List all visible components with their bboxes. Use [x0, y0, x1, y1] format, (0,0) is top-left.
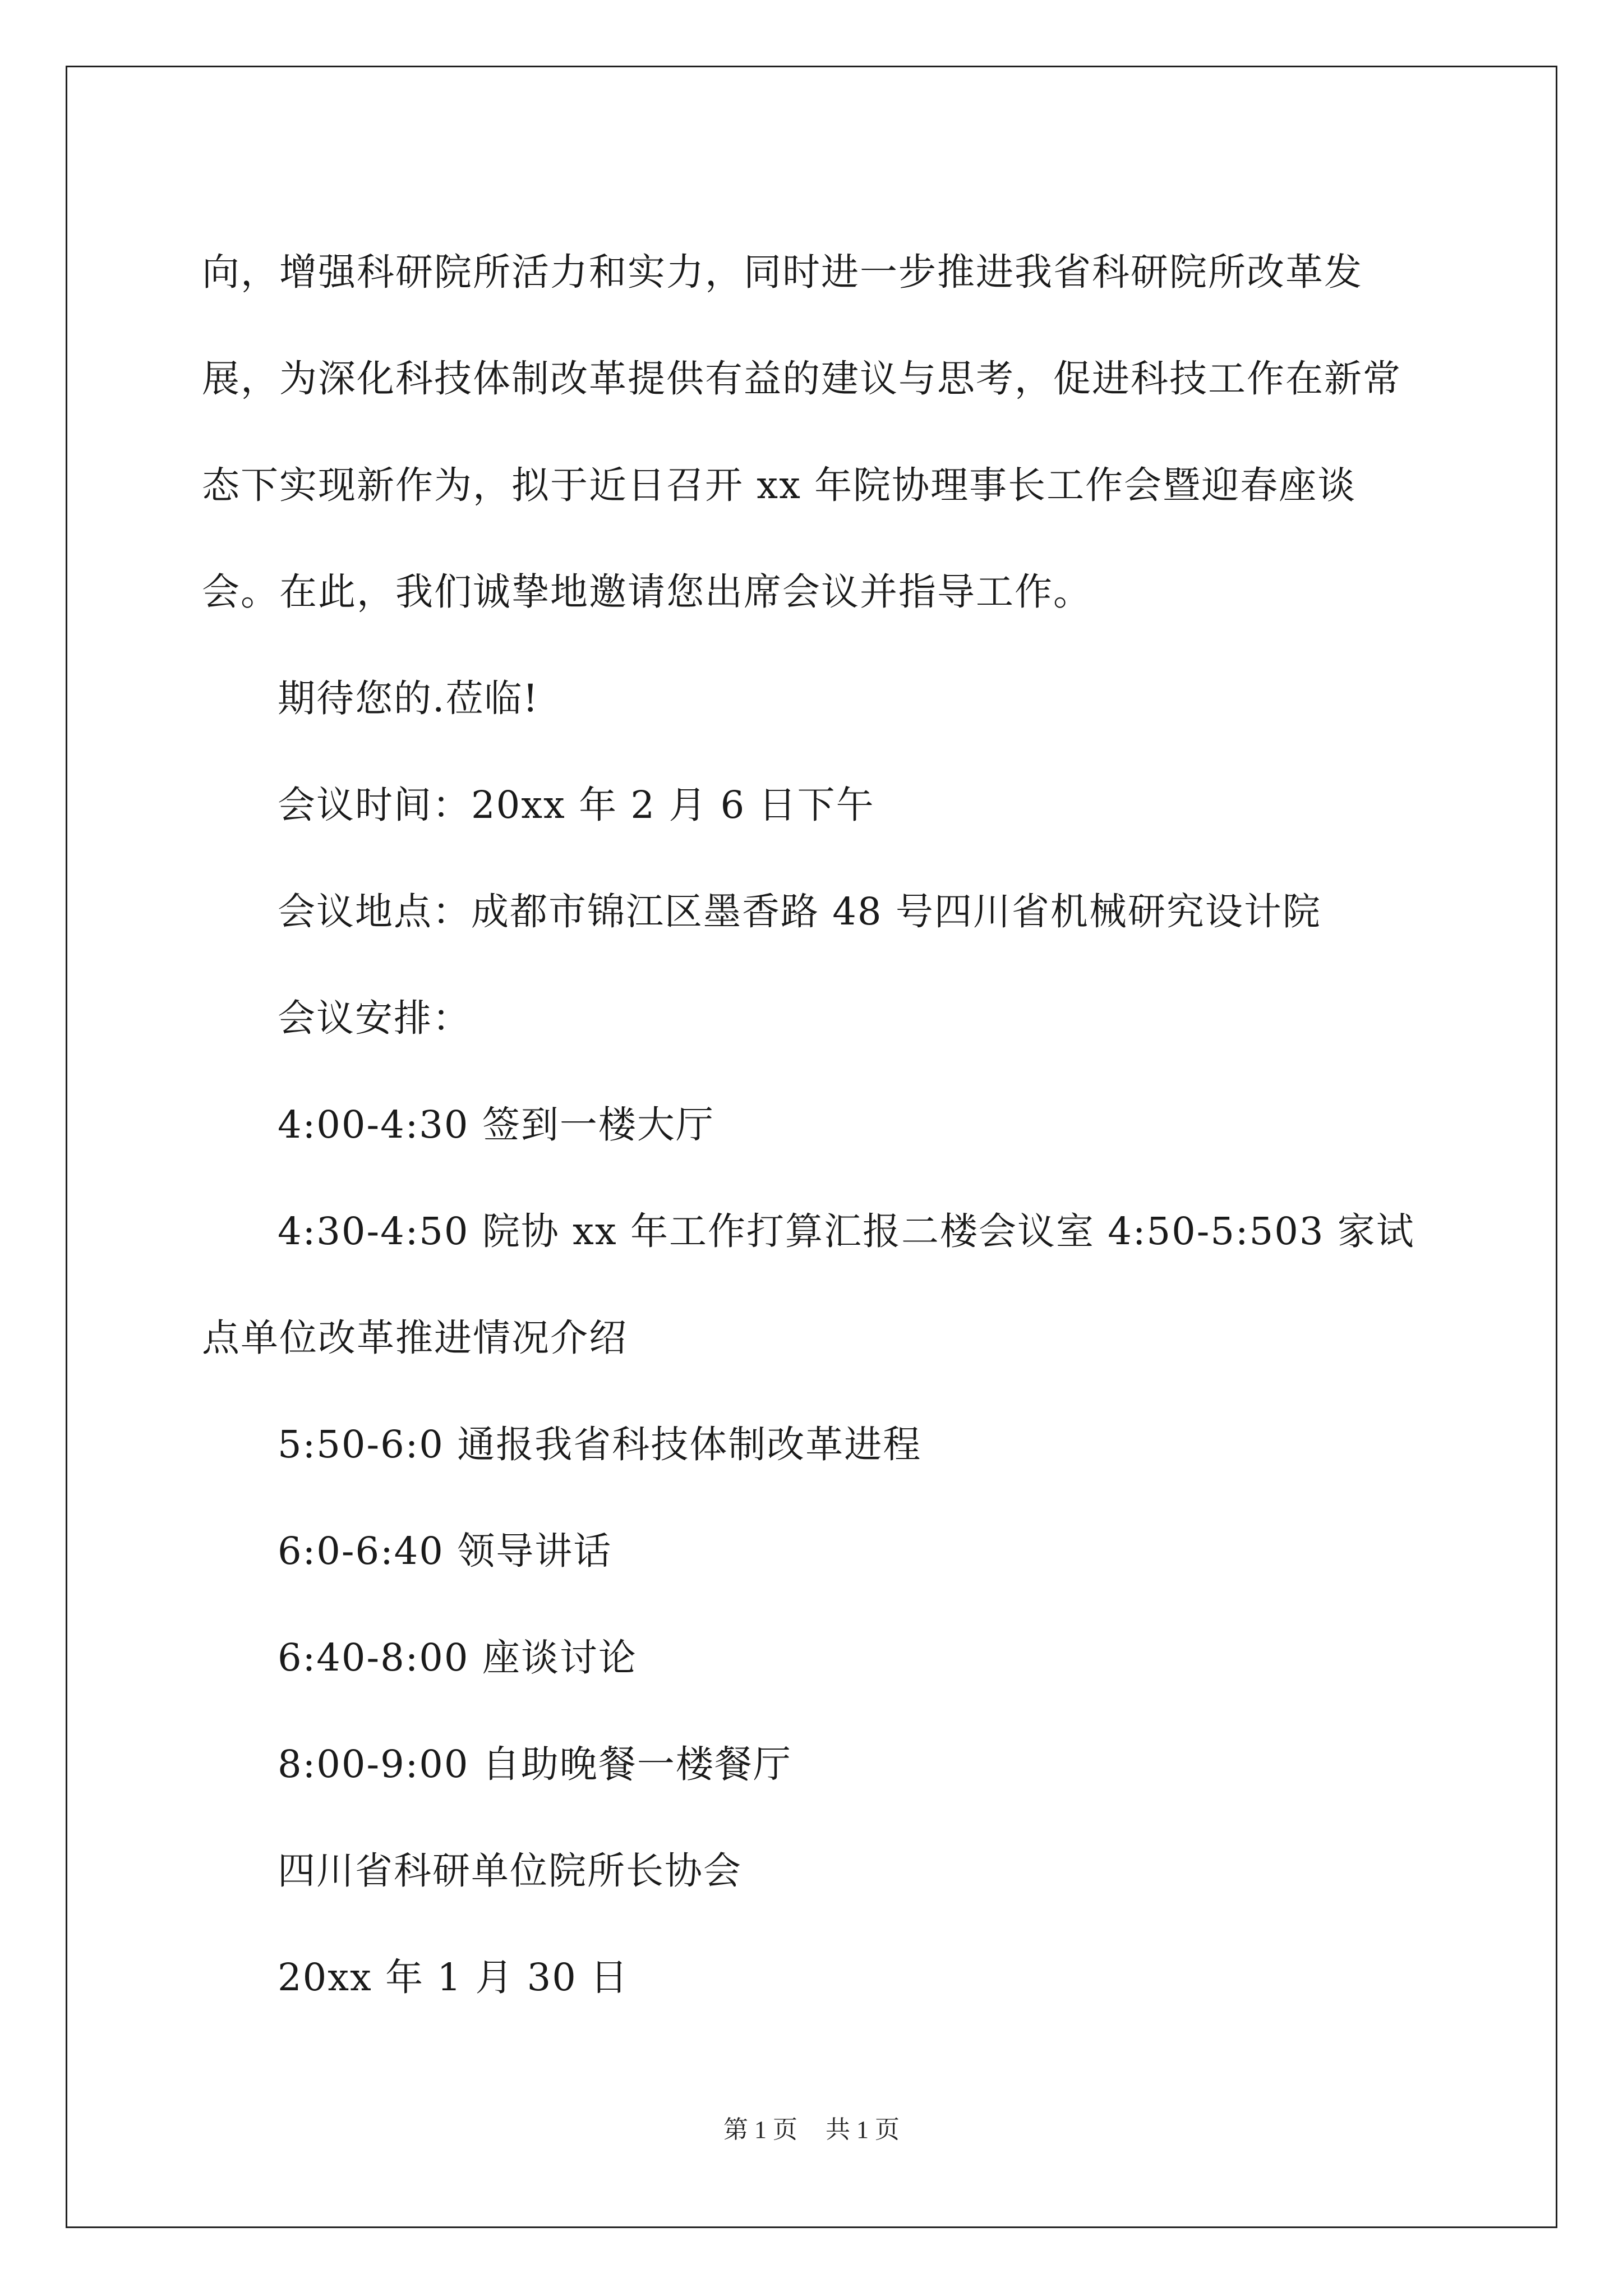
- agenda-item: 4:30-4:50 院协 xx 年工作打算汇报二楼会议室 4:50-5:503 家试点单位改革推进情况介绍: [202, 1209, 1415, 1360]
- page-footer: [0, 2109, 1623, 2145]
- signature-organization: 四川省科研单位院所长协会: [278, 1849, 742, 1893]
- meeting-time: 会议时间：20xx 年 2 月 6 日下午: [278, 783, 875, 827]
- agenda-item: 8:00-9:00 自助晚餐一楼餐厅: [278, 1742, 792, 1786]
- agenda-item: 6:40-8:00 座谈讨论: [278, 1636, 637, 1680]
- meeting-agenda-heading: 会议安排：: [278, 996, 471, 1040]
- page-number: 第 1 页: [723, 2116, 797, 2143]
- agenda-item: 4:00-4:30 签到一楼大厅: [278, 1103, 714, 1147]
- agenda-item: 6:0-6:40 领导讲话: [278, 1529, 612, 1573]
- agenda-item: 5:50-6:0 通报我省科技体制改革进程: [278, 1423, 922, 1466]
- paragraph-intro: 向，增强科研院所活力和实力，同时进一步推进我省科研院所改革发展，为深化科技体制改革提供有益的建议与思考，促进科技工作在新常态下实现新作为，拟于近日召开 xx 年院协理事长工作会暨迎春座谈会。在此，我们诚挚地邀请您出席会议并指导工作。: [202, 250, 1401, 614]
- signature-date: 20xx 年 1 月 30 日: [278, 1955, 629, 1999]
- meeting-location: 会议地点：成都市锦江区墨香路 48 号四川省机械研究设计院: [278, 890, 1321, 933]
- paragraph-welcome: 期待您的.莅临!: [278, 677, 540, 720]
- page-total: 共 1 页: [826, 2116, 900, 2143]
- document-body: [202, 219, 1424, 2031]
